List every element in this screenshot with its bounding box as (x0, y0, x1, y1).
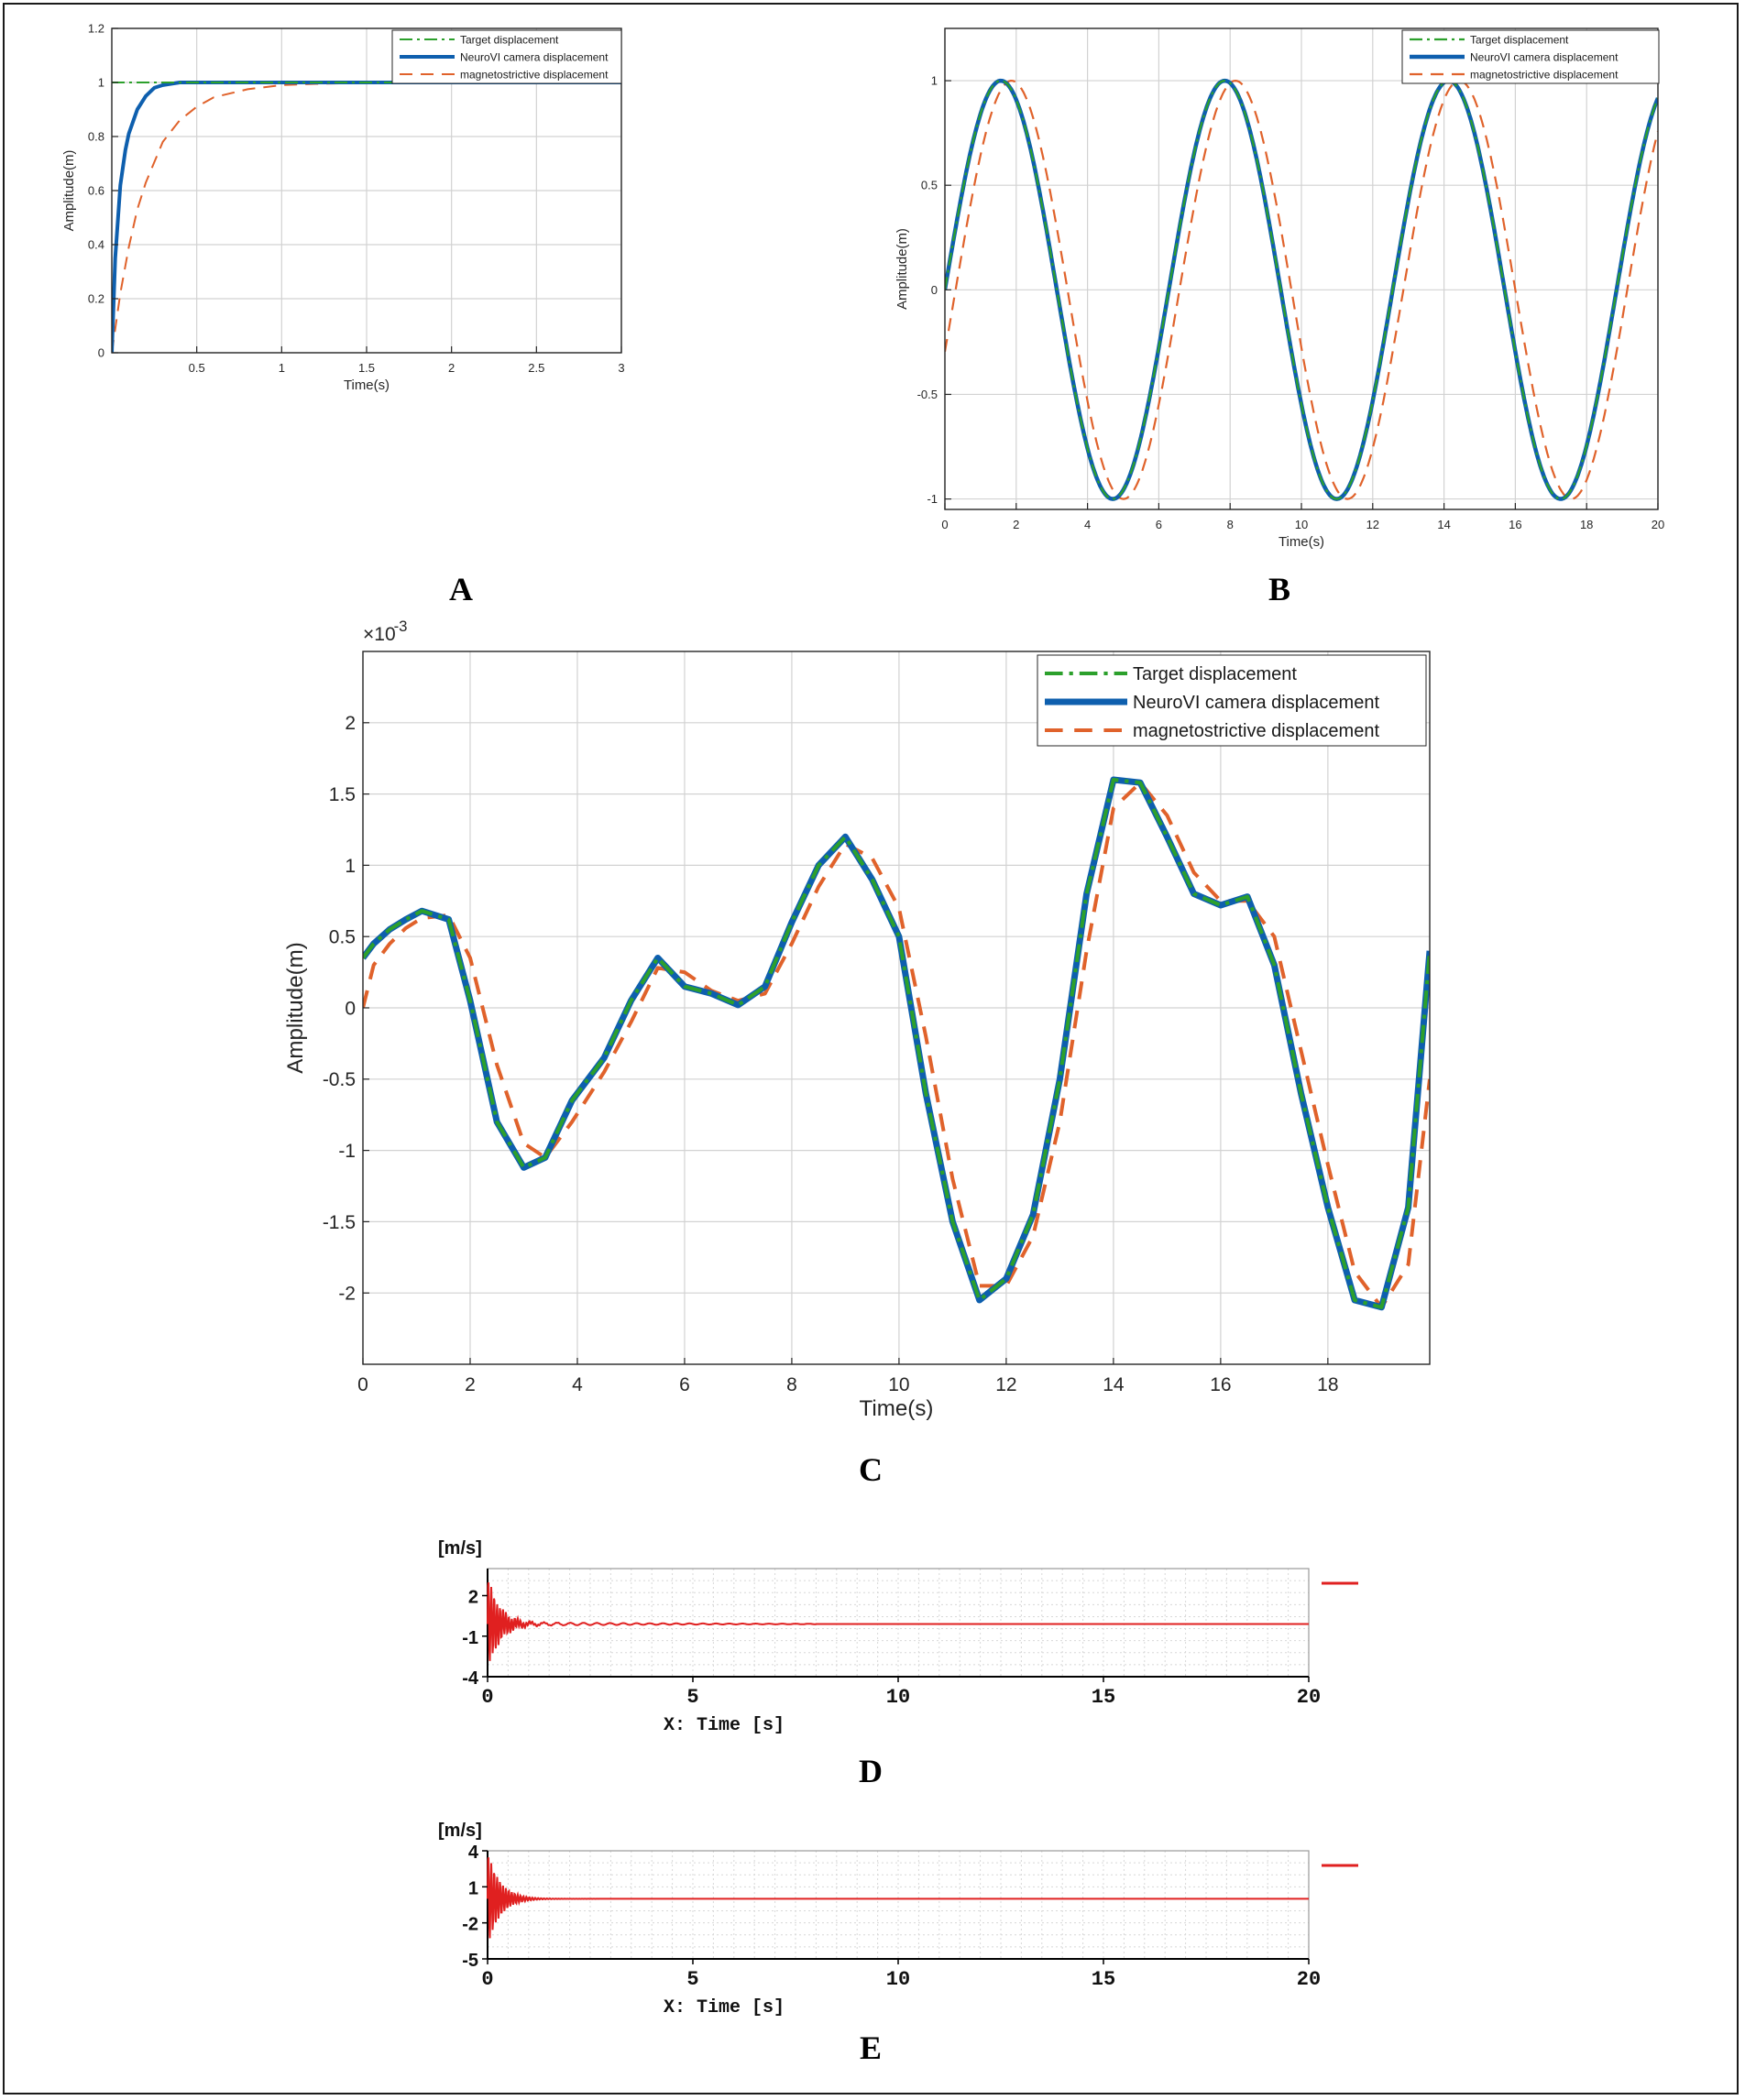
x-tick-label: 10 (885, 1686, 911, 1709)
legend-label-camera: NeuroVI camera displacement (1133, 693, 1380, 714)
y-unit-label: [m/s] (438, 1538, 482, 1559)
y-tick-label: 0 (930, 282, 938, 297)
chart-panel-a (55, 18, 843, 568)
legend-label-target: Target displacement (1470, 33, 1569, 47)
x-tick-label: 6 (1155, 518, 1163, 531)
x-tick-label: 16 (1210, 1374, 1232, 1395)
x-tick-label: 10 (888, 1374, 910, 1395)
x-tick-label: 20 (1296, 1686, 1322, 1709)
x-tick-label: 6 (679, 1374, 690, 1395)
x-tick-label: 16 (1509, 518, 1522, 531)
y-tick-label: 0.5 (328, 926, 356, 948)
x-axis-label: Time(s) (859, 1396, 934, 1421)
x-tick-label: 0.5 (188, 361, 205, 375)
chart-panel-c (275, 618, 1457, 1443)
y-tick-label: -1 (338, 1140, 356, 1162)
panel-label-d: D (859, 1753, 883, 1789)
y-axis-label: Amplitude(m) (283, 942, 308, 1074)
x-tick-label: 4 (1083, 518, 1092, 531)
y-tick-label: 1 (97, 75, 104, 90)
y-tick-label: -4 (462, 1668, 478, 1689)
x-tick-label: 10 (885, 1968, 911, 1991)
y-axis-label: Amplitude(m) (61, 149, 77, 232)
x-tick-label: 1.5 (357, 361, 376, 375)
y-tick-label: -1 (462, 1627, 478, 1648)
x-tick-label: 2 (448, 361, 455, 375)
y-tick-label: -0.5 (916, 388, 938, 402)
y-tick-label: 0.2 (87, 291, 104, 306)
x-axis-label: X: Time [s] (663, 1715, 785, 1736)
y-tick-label: 1 (345, 855, 356, 877)
x-tick-label: 18 (1317, 1374, 1339, 1395)
x-tick-label: 10 (1294, 518, 1309, 531)
x-tick-label: 0 (941, 518, 949, 531)
y-tick-label: 1 (467, 1878, 478, 1899)
x-tick-label: 4 (572, 1374, 583, 1395)
panel-label-e: E (859, 2029, 882, 2066)
x-tick-label: 5 (686, 1968, 699, 1991)
y-tick-label: 0.6 (87, 183, 104, 198)
x-tick-label: 20 (1296, 1968, 1322, 1991)
legend-label-camera: NeuroVI camera displacement (1470, 50, 1619, 64)
y-unit-label: [m/s] (438, 1821, 482, 1841)
y-tick-label: 1.2 (87, 21, 104, 36)
y-tick-label: 0 (97, 345, 104, 360)
x-tick-label: 20 (1651, 518, 1665, 531)
chart-panel-b (884, 18, 1673, 568)
y-tick-label: 0 (345, 998, 356, 1020)
panel-label-c: C (859, 1451, 883, 1488)
y-tick-label: 0.4 (87, 237, 104, 252)
chart-panel-d (422, 1523, 1375, 1743)
y-tick-label: 2 (467, 1587, 478, 1608)
x-tick-label: 2 (465, 1374, 476, 1395)
y-tick-label: -0.5 (322, 1069, 356, 1091)
y-exponent-label: ×10 (363, 624, 396, 645)
x-tick-label: 12 (1366, 518, 1380, 531)
y-tick-label: -2 (462, 1914, 478, 1935)
x-tick-label: 0 (357, 1374, 368, 1395)
legend-label-target: Target displacement (460, 33, 559, 47)
x-tick-label: 8 (786, 1374, 797, 1395)
x-tick-label: 0 (481, 1686, 494, 1709)
y-tick-label: 1.5 (328, 783, 356, 805)
y-tick-label: -1 (927, 492, 938, 507)
x-tick-label: 0 (481, 1968, 494, 1991)
x-tick-label: 12 (995, 1374, 1017, 1395)
y-exponent-value: -3 (393, 618, 408, 635)
x-axis-label: X: Time [s] (663, 1997, 785, 2018)
y-tick-label: 4 (467, 1843, 478, 1863)
x-tick-label: 3 (618, 361, 625, 375)
x-tick-label: 14 (1437, 518, 1451, 531)
x-tick-label: 5 (686, 1686, 699, 1709)
x-tick-label: 14 (1103, 1374, 1125, 1395)
legend-label-target: Target displacement (1133, 664, 1297, 685)
y-axis-label: Amplitude(m) (894, 228, 910, 310)
panel-label-b: B (1268, 571, 1290, 607)
x-tick-label: 8 (1226, 518, 1234, 531)
x-tick-label: 2 (1013, 518, 1020, 531)
x-tick-label: 18 (1579, 518, 1594, 531)
y-tick-label: 0.8 (87, 129, 104, 144)
x-axis-label: Time(s) (343, 377, 390, 393)
y-tick-label: 2 (345, 713, 356, 735)
legend-label-magneto: magnetostrictive displacement (1133, 721, 1380, 742)
chart-panel-e (422, 1805, 1375, 2025)
x-axis-label: Time(s) (1278, 534, 1325, 550)
x-tick-label: 15 (1091, 1686, 1116, 1709)
x-tick-label: 1 (278, 361, 285, 375)
legend-label-magneto: magnetostrictive displacement (460, 68, 609, 82)
y-tick-label: -2 (338, 1283, 356, 1305)
legend-label-magneto: magnetostrictive displacement (1470, 68, 1619, 82)
panel-label-a: A (449, 571, 473, 607)
y-tick-label: 0.5 (920, 178, 938, 192)
legend-label-camera: NeuroVI camera displacement (460, 50, 609, 64)
y-tick-label: -1.5 (322, 1211, 356, 1233)
x-tick-label: 2.5 (528, 361, 545, 375)
x-tick-label: 15 (1091, 1968, 1116, 1991)
y-tick-label: -5 (462, 1951, 478, 1971)
y-tick-label: 1 (930, 73, 938, 88)
